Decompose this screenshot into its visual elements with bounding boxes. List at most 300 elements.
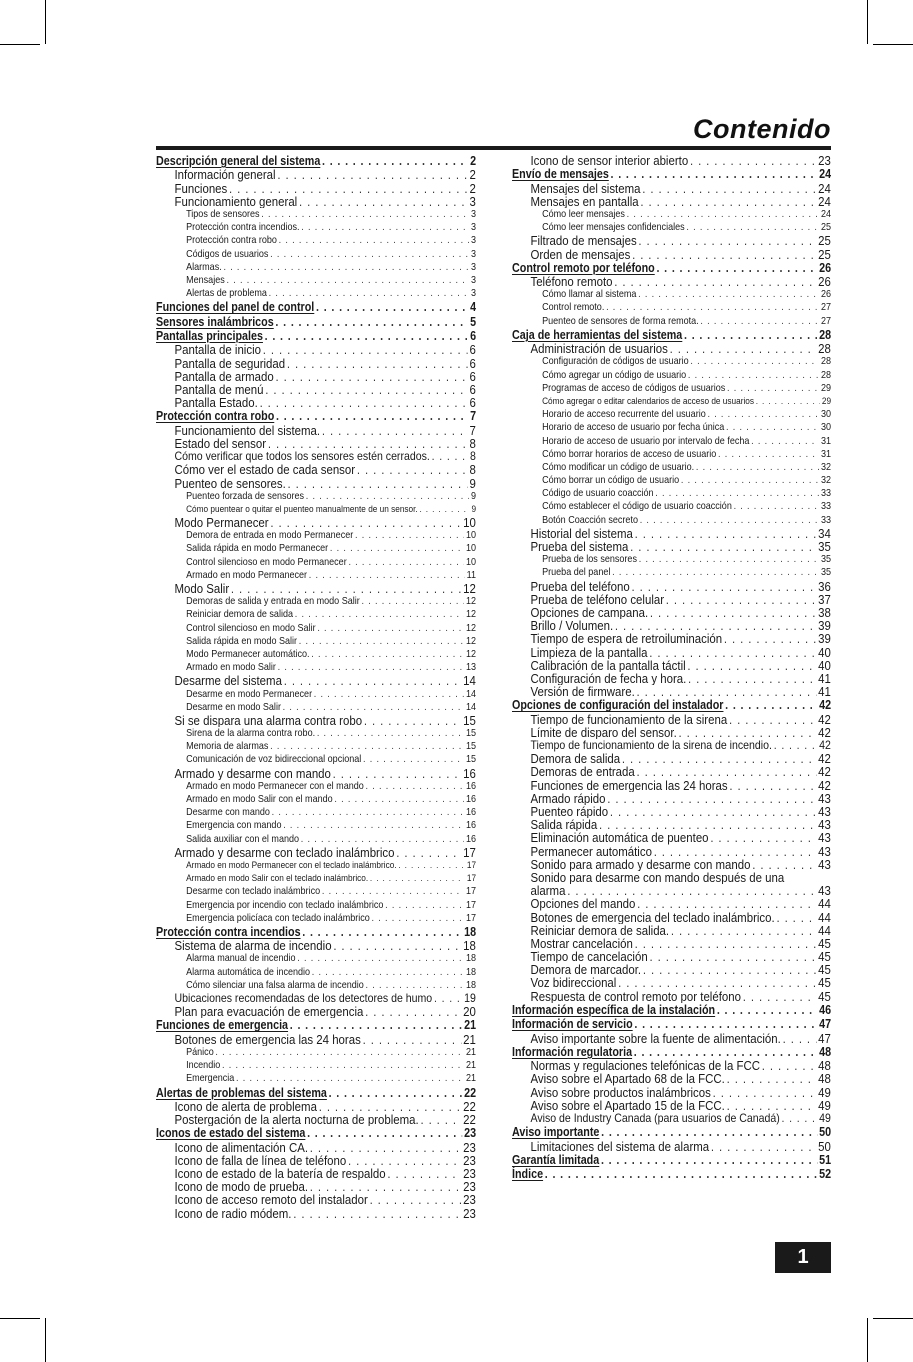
toc-entry-title: Opciones de configuración del instalador (512, 698, 724, 713)
toc-entry-page: 49 (818, 1085, 831, 1099)
toc-entry-title: Cómo ver el estado de cada sensor (174, 463, 356, 477)
toc-entry[interactable] (156, 329, 476, 343)
toc-dot-leader (639, 553, 820, 566)
toc-entry-title: Salida rápida en modo Salir (186, 634, 298, 647)
toc-entry-title: Desarme con mando (186, 806, 270, 819)
toc-entry-title: Tiempo de funcionamiento de la sirena de incendio. (530, 739, 772, 753)
toc-entry[interactable] (156, 1086, 476, 1100)
toc-entry-page: 21 (463, 1032, 476, 1046)
toc-dot-leader (310, 1180, 462, 1193)
toc-entry-page: 3 (471, 273, 477, 286)
toc-entry[interactable] (512, 167, 831, 181)
toc-entry-page: 50 (819, 1125, 832, 1140)
toc-entry[interactable] (156, 740, 476, 753)
toc-entry-title: Armado en modo Permanecer con el mando (186, 779, 364, 792)
toc-entry[interactable] (156, 872, 476, 885)
toc-entry-title: Aviso sobre el Apartado 68 de la FCC. (530, 1072, 725, 1086)
toc-entry[interactable] (156, 154, 476, 168)
toc-entry[interactable] (156, 979, 476, 992)
toc-entry-title: Cómo leer mensajes (542, 207, 625, 220)
toc-entry[interactable] (512, 897, 831, 910)
toc-entry[interactable] (156, 648, 476, 661)
toc-entry-title: Brillo / Volumen. (530, 619, 614, 633)
toc-dot-leader (774, 739, 818, 752)
toc-entry-page: 8 (470, 450, 476, 464)
toc-entry[interactable] (512, 208, 831, 221)
toc-entry-title: Horario de acceso de usuario por fecha única (542, 421, 725, 434)
toc-entry[interactable] (156, 274, 476, 287)
toc-entry[interactable] (156, 833, 476, 846)
toc-entry-title: Control silencioso en modo Salir (186, 621, 316, 634)
toc-entry[interactable] (512, 1017, 831, 1031)
toc-dot-leader (606, 301, 819, 314)
toc-entry[interactable] (512, 580, 831, 593)
toc-entry[interactable] (156, 608, 476, 621)
title-rule (156, 146, 831, 150)
toc-dot-leader (263, 343, 468, 356)
toc-entry[interactable] (156, 859, 476, 872)
toc-entry[interactable] (156, 622, 476, 635)
toc-entry-page: 8 (469, 463, 476, 477)
toc-entry[interactable] (156, 450, 476, 463)
toc-dot-leader (614, 275, 816, 288)
toc-entry[interactable] (156, 1046, 476, 1059)
toc-entry[interactable] (512, 1140, 831, 1153)
toc-entry[interactable] (512, 1167, 831, 1181)
toc-entry[interactable] (156, 688, 476, 701)
toc-entry[interactable] (156, 182, 476, 195)
toc-entry-page: 8 (469, 436, 476, 451)
toc-entry[interactable] (512, 779, 831, 792)
toc-entry[interactable] (156, 1113, 476, 1126)
toc-entry-title: Alarmas. (186, 260, 222, 273)
toc-dot-leader (601, 1153, 817, 1167)
toc-entry[interactable] (512, 990, 831, 1003)
toc-entry-page: 3 (471, 260, 477, 273)
toc-entry-page: 39 (818, 619, 831, 633)
toc-entry[interactable] (156, 542, 476, 555)
toc-entry[interactable] (512, 924, 831, 937)
toc-entry-page: 33 (820, 500, 832, 513)
toc-entry[interactable] (156, 221, 476, 234)
toc-entry[interactable] (512, 698, 831, 712)
toc-dot-leader (610, 805, 817, 818)
toc-dot-leader (638, 288, 819, 301)
toc-entry-title: Control remoto. (542, 301, 605, 314)
toc-entry[interactable] (512, 606, 831, 619)
toc-entry[interactable] (512, 1072, 831, 1085)
toc-entry[interactable] (512, 593, 831, 606)
toc-entry-page: 13 (466, 661, 477, 674)
toc-dot-leader (640, 195, 816, 208)
toc-entry-title: Horario de acceso de usuario por intervalo de fecha (542, 434, 750, 447)
toc-entry-page: 37 (818, 592, 831, 606)
toc-dot-leader (696, 461, 819, 474)
toc-entry[interactable] (512, 726, 831, 739)
toc-entry[interactable] (156, 208, 476, 221)
toc-entry[interactable] (512, 355, 831, 368)
toc-entry-title: Aviso de Industry Canada (para usuarios de Canadá) (530, 1111, 780, 1125)
toc-entry-page: 9 (469, 476, 476, 490)
toc-entry-title: Armado en modo Salir con el teclado inalámbrico. (186, 873, 369, 885)
toc-entry[interactable] (156, 661, 476, 674)
toc-entry[interactable] (156, 315, 476, 329)
toc-entry[interactable] (512, 408, 831, 421)
toc-dot-leader (783, 1032, 817, 1045)
toc-entry-page: 31 (820, 447, 832, 460)
toc-dot-leader (655, 487, 819, 500)
toc-entry-title: Alarma automática de incendio (186, 965, 311, 978)
toc-entry-title: Índice (512, 1167, 544, 1182)
toc-entry[interactable] (156, 234, 476, 247)
toc-entry[interactable] (156, 1141, 476, 1154)
toc-entry[interactable] (156, 424, 476, 437)
toc-dot-leader (612, 566, 819, 579)
toc-entry-page: 21 (466, 1045, 477, 1058)
toc-dot-leader (622, 752, 816, 765)
toc-entry-page: 33 (820, 513, 832, 526)
toc-entry[interactable] (512, 369, 831, 382)
toc-entry-title: alarma (530, 884, 566, 898)
toc-entry[interactable] (156, 300, 476, 314)
toc-entry[interactable] (512, 976, 831, 989)
toc-entry[interactable] (156, 556, 476, 569)
toc-entry[interactable] (156, 343, 476, 356)
toc-entry[interactable] (156, 912, 476, 925)
toc-entry-title: Configuración de códigos de usuario (542, 355, 689, 368)
toc-entry[interactable] (156, 477, 476, 490)
toc-entry-title: Aviso sobre productos inalámbricos (530, 1085, 711, 1099)
toc-entry[interactable] (156, 806, 476, 819)
toc-entry[interactable] (156, 261, 476, 274)
toc-entry[interactable] (156, 1180, 476, 1193)
toc-entry-title: Demora de salida (530, 752, 621, 766)
toc-entry[interactable] (156, 1005, 476, 1018)
toc-entry[interactable] (156, 780, 476, 793)
toc-entry-page: 26 (820, 288, 832, 301)
toc-dot-leader (615, 619, 816, 632)
toc-entry[interactable] (512, 527, 831, 540)
toc-entry-page: 16 (466, 806, 477, 819)
toc-entry-title: Emergencia con mando (186, 819, 282, 832)
toc-entry-page: 12 (466, 608, 477, 621)
toc-entry[interactable] (156, 727, 476, 740)
toc-entry[interactable] (156, 1126, 476, 1140)
toc-entry[interactable] (512, 553, 831, 566)
toc-dot-leader (370, 872, 465, 885)
toc-entry[interactable] (512, 1099, 831, 1112)
toc-entry[interactable] (512, 261, 831, 275)
toc-entry[interactable] (512, 646, 831, 659)
toc-entry[interactable] (156, 701, 476, 714)
toc-dot-leader (782, 1112, 818, 1125)
toc-entry[interactable] (156, 1207, 476, 1220)
toc-dot-leader (751, 435, 819, 448)
toc-dot-leader (215, 1046, 464, 1059)
toc-dot-leader (260, 396, 468, 409)
toc-entry-page: 24 (820, 207, 832, 220)
toc-entry-title: Sensores inalámbricos (156, 314, 274, 329)
toc-entry[interactable] (512, 342, 831, 355)
toc-entry[interactable] (512, 765, 831, 778)
toc-entry-title: Icono de modo de prueba. (174, 1180, 309, 1194)
toc-entry-page: 3 (469, 194, 476, 208)
toc-entry-page: 29 (820, 381, 832, 394)
toc-entry[interactable] (512, 1125, 831, 1139)
toc-entry[interactable] (156, 1018, 476, 1032)
toc-entry-page: 25 (818, 234, 831, 248)
toc-entry[interactable] (156, 195, 476, 208)
toc-dot-leader (275, 370, 467, 383)
toc-entry[interactable] (156, 396, 476, 409)
toc-entry-title: Desarme en modo Permanecer (186, 687, 313, 700)
toc-dot-leader (756, 395, 820, 408)
toc-entry-title: Funcionamiento del sistema. (174, 423, 321, 437)
toc-entry[interactable] (512, 382, 831, 395)
toc-dot-leader (729, 713, 816, 726)
toc-entry[interactable] (156, 1033, 476, 1046)
toc-entry[interactable] (512, 1112, 831, 1125)
toc-entry-page: 17 (466, 873, 477, 885)
toc-entry-page: 6 (469, 343, 476, 357)
toc-entry[interactable] (156, 939, 476, 952)
toc-entry[interactable] (512, 221, 831, 234)
toc-entry[interactable] (512, 858, 831, 871)
toc-entry[interactable] (156, 437, 476, 450)
toc-dot-leader (265, 329, 469, 343)
toc-entry[interactable] (512, 540, 831, 553)
toc-entry-page: 49 (819, 1111, 831, 1125)
toc-entry[interactable] (512, 500, 831, 513)
toc-entry[interactable] (512, 514, 831, 527)
toc-dot-leader (642, 182, 816, 195)
toc-entry[interactable] (156, 1072, 476, 1085)
toc-entry-page: 10 (466, 529, 477, 542)
toc-entry[interactable] (156, 490, 476, 503)
toc-entry[interactable] (156, 516, 476, 529)
toc-entry[interactable] (512, 713, 831, 726)
toc-entry-title: Prueba de los sensores (542, 553, 637, 566)
toc-dot-leader (310, 1141, 462, 1154)
toc-entry-title: Respuesta de control remoto por teléfono (530, 989, 741, 1003)
toc-dot-leader (270, 516, 461, 529)
toc-entry-page: 40 (818, 658, 831, 672)
toc-entry[interactable] (512, 395, 831, 408)
toc-entry[interactable] (156, 674, 476, 687)
toc-entry[interactable] (156, 992, 476, 1005)
toc-entry[interactable] (512, 845, 831, 858)
toc-entry[interactable] (512, 435, 831, 448)
toc-entry[interactable] (512, 792, 831, 805)
toc-entry[interactable] (156, 595, 476, 608)
toc-entry-title: Puenteo de sensores de forma remota. (542, 314, 699, 327)
toc-entry-title: Funcionamiento general (174, 194, 298, 208)
toc-entry[interactable] (512, 182, 831, 195)
toc-entry[interactable] (512, 315, 831, 328)
toc-entry[interactable] (512, 659, 831, 672)
toc-entry-title: Filtrado de mensajes (530, 234, 637, 248)
toc-dot-leader (713, 1086, 817, 1099)
toc-entry[interactable] (512, 685, 831, 698)
toc-entry[interactable] (156, 819, 476, 832)
toc-entry[interactable] (156, 1193, 476, 1206)
toc-entry[interactable] (156, 885, 476, 898)
toc-entry[interactable] (512, 871, 831, 884)
toc-entry-title: Comunicación de voz bidireccional opcional (186, 753, 362, 766)
toc-entry-title: Alertas de problema (186, 287, 267, 300)
toc-dot-leader (398, 859, 465, 872)
toc-entry-title: Iconos de estado del sistema (156, 1126, 306, 1141)
toc-entry[interactable] (512, 461, 831, 474)
toc-entry[interactable] (512, 421, 831, 434)
toc-entry[interactable] (512, 487, 831, 500)
toc-entry-title: Información regulatoria (512, 1044, 633, 1059)
toc-entry[interactable] (156, 529, 476, 542)
toc-entry[interactable] (512, 632, 831, 645)
toc-entry[interactable] (512, 884, 831, 897)
toc-entry[interactable] (156, 952, 476, 965)
toc-entry-title: Información específica de la instalación (512, 1002, 716, 1017)
toc-entry[interactable] (512, 1032, 831, 1045)
toc-dot-leader (725, 698, 817, 712)
toc-dot-leader (278, 661, 465, 674)
toc-entry[interactable] (512, 1045, 831, 1059)
toc-entry-page: 23 (463, 1140, 476, 1154)
toc-entry[interactable] (512, 301, 831, 314)
toc-entry-title: Modo Permanecer (174, 516, 269, 530)
toc-entry[interactable] (512, 474, 831, 487)
toc-entry[interactable] (156, 503, 476, 516)
toc-entry-page: 40 (818, 645, 831, 659)
toc-entry-title: Funciones (174, 181, 228, 195)
toc-entry[interactable] (512, 328, 831, 342)
toc-dot-leader (643, 963, 817, 976)
toc-entry[interactable] (512, 1059, 831, 1072)
toc-entry[interactable] (512, 248, 831, 261)
toc-entry[interactable] (156, 248, 476, 261)
toc-entry[interactable] (156, 767, 476, 780)
toc-dot-leader (654, 845, 817, 858)
toc-entry[interactable] (512, 950, 831, 963)
toc-dot-leader (306, 490, 470, 503)
toc-entry-page: 15 (466, 753, 477, 766)
toc-entry[interactable] (512, 619, 831, 632)
toc-entry-title: Armado en modo Salir con el mando (186, 793, 333, 806)
toc-entry-page: 17 (466, 898, 477, 911)
toc-dot-leader (656, 261, 817, 275)
toc-entry-page: 4 (470, 300, 477, 315)
toc-entry[interactable] (156, 357, 476, 370)
toc-entry[interactable] (512, 448, 831, 461)
toc-entry[interactable] (156, 753, 476, 766)
toc-entry[interactable] (156, 1167, 476, 1180)
toc-entry[interactable] (512, 752, 831, 765)
toc-entry-page: 25 (818, 247, 831, 261)
toc-entry-title: Prueba del panel (542, 566, 611, 579)
toc-entry-title: Funciones del panel de control (156, 300, 315, 315)
toc-entry-page: 35 (820, 553, 832, 566)
toc-dot-leader (312, 966, 464, 979)
toc-entry[interactable] (156, 635, 476, 648)
crop-mark (873, 44, 913, 45)
toc-entry[interactable] (156, 463, 476, 476)
toc-entry[interactable] (156, 966, 476, 979)
toc-entry[interactable] (156, 1059, 476, 1072)
toc-entry-page: 18 (463, 939, 476, 953)
toc-entry-title: Plan para evacuación de emergencia (174, 1005, 364, 1019)
toc-entry-title: Puenteo rápido (530, 805, 609, 819)
toc-entry-title: Icono de alimentación CA. (174, 1140, 309, 1154)
toc-entry-title: Prueba de teléfono celular (530, 592, 665, 606)
toc-entry-title: Sirena de la alarma contra robo. (186, 727, 316, 740)
toc-entry[interactable] (512, 154, 831, 167)
toc-entry[interactable] (156, 287, 476, 300)
toc-entry[interactable] (156, 793, 476, 806)
toc-entry-title: Armado y desarme con mando (174, 766, 331, 780)
toc-entry[interactable] (156, 370, 476, 383)
toc-dot-leader (637, 765, 817, 778)
toc-entry[interactable] (512, 805, 831, 818)
toc-entry-page: 14 (466, 687, 477, 700)
toc-entry[interactable] (156, 168, 476, 181)
toc-entry[interactable] (512, 288, 831, 301)
toc-entry-title: Cómo verificar que todos los sensores estén cerrados. (174, 450, 430, 464)
toc-entry[interactable] (156, 383, 476, 396)
toc-dot-leader (638, 234, 816, 247)
toc-entry[interactable] (512, 566, 831, 579)
toc-entry-title: Funciones de emergencia (156, 1018, 289, 1033)
toc-entry[interactable] (156, 925, 476, 939)
toc-entry[interactable] (156, 1154, 476, 1167)
toc-entry[interactable] (156, 582, 476, 595)
toc-entry-title: Memoria de alarmas (186, 740, 269, 753)
toc-entry-page: 42 (819, 739, 831, 753)
toc-entry-title: Demoras de entrada (530, 765, 635, 779)
toc-entry[interactable] (156, 846, 476, 859)
toc-dot-leader (301, 833, 465, 846)
toc-entry[interactable] (512, 234, 831, 247)
toc-entry[interactable] (512, 1153, 831, 1167)
toc-entry[interactable] (156, 1100, 476, 1113)
toc-entry-title: Botones de emergencia las 24 horas (174, 1032, 361, 1046)
toc-entry[interactable] (512, 963, 831, 976)
toc-dot-leader (284, 674, 462, 687)
toc-entry[interactable] (512, 1086, 831, 1099)
toc-entry-page: 20 (463, 1005, 476, 1019)
toc-entry-page: 9 (471, 503, 477, 515)
toc-entry[interactable] (512, 937, 831, 950)
toc-entry-page: 43 (818, 818, 831, 832)
toc-entry-page: 48 (818, 1072, 831, 1086)
toc-entry[interactable] (512, 911, 831, 924)
toc-entry-page: 14 (466, 700, 477, 713)
toc-entry[interactable] (512, 1003, 831, 1017)
toc-dot-leader (309, 569, 465, 582)
toc-entry[interactable] (156, 569, 476, 582)
toc-entry[interactable] (156, 714, 476, 727)
toc-entry[interactable] (156, 409, 476, 423)
toc-dot-leader (686, 221, 819, 234)
toc-entry[interactable] (512, 195, 831, 208)
toc-entry[interactable] (512, 275, 831, 288)
toc-entry-page: 42 (818, 725, 831, 740)
toc-entry[interactable] (512, 831, 831, 844)
toc-entry[interactable] (512, 818, 831, 831)
toc-entry[interactable] (512, 672, 831, 685)
toc-entry[interactable] (512, 739, 831, 752)
toc-entry[interactable] (156, 899, 476, 912)
toc-dot-leader (288, 477, 468, 490)
